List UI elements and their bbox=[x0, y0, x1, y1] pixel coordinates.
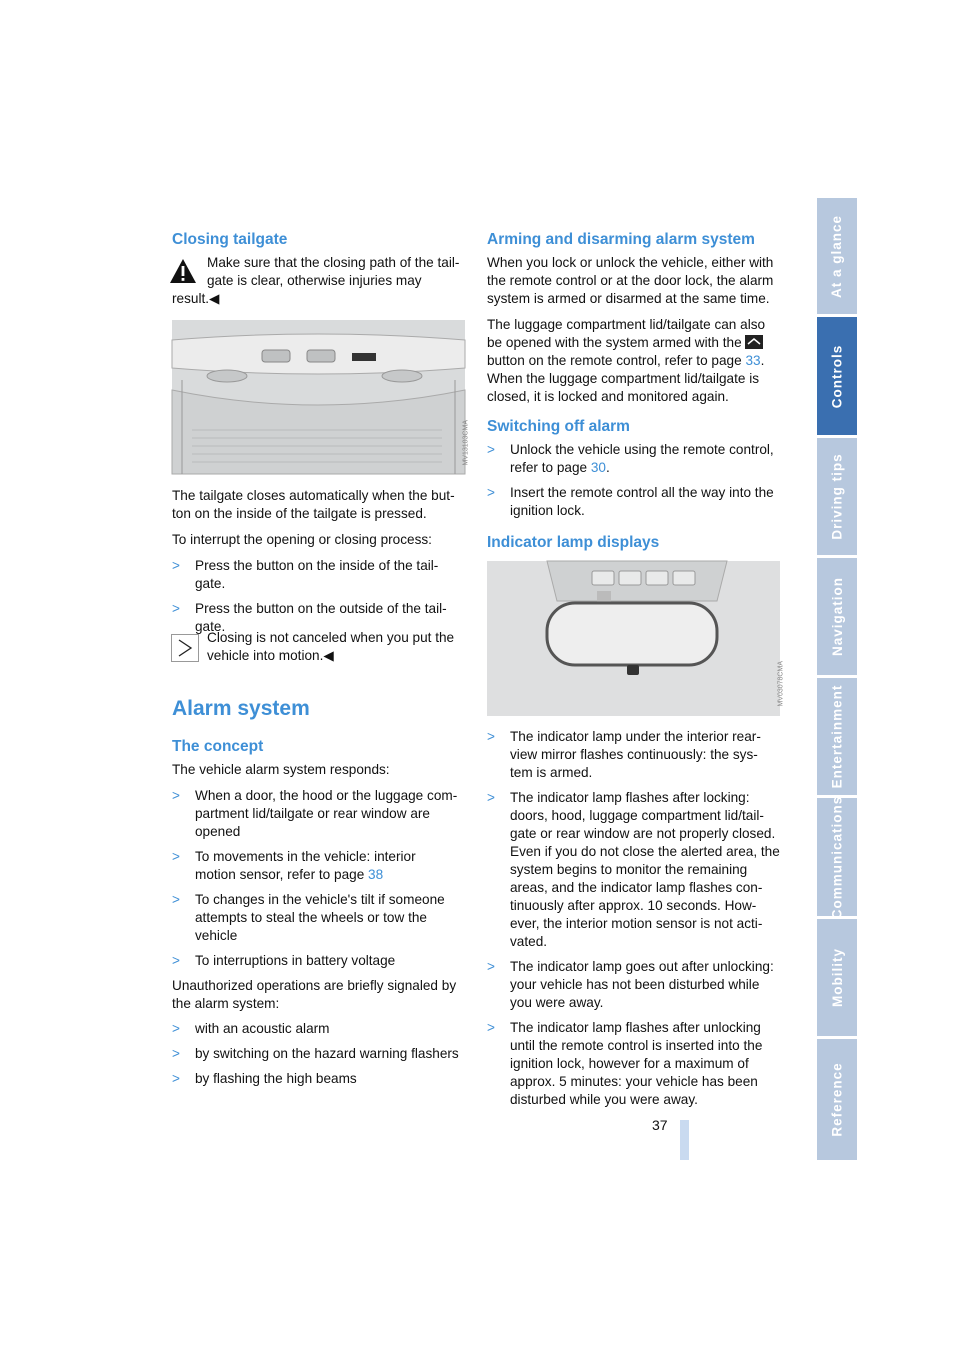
list-item: > The indicator lamp flashes after unlocking until the remote control is inserted into the ignition lock, however for a maximum of approx. 5 minutes: your vehicle has been disturbed while you were away. bbox=[487, 1020, 763, 1107]
note-text: Closing is not canceled when you put the vehicle into motion.◀ bbox=[207, 630, 455, 663]
mirror-figure bbox=[487, 561, 785, 716]
mirror-illustration bbox=[487, 561, 780, 716]
list-item: > To movements in the vehicle: interior motion sensor, refer to page 38 bbox=[172, 849, 416, 882]
page-marker bbox=[680, 1120, 689, 1160]
list-item: > by flashing the high beams bbox=[172, 1071, 357, 1086]
side-tab-entertainment[interactable]: Entertainment bbox=[817, 678, 857, 795]
tailgate-illustration bbox=[172, 320, 465, 474]
list-item: > by switching on the hazard warning flashers bbox=[172, 1046, 459, 1061]
list-item: > Unlock the vehicle using the remote control, refer to page 30. bbox=[487, 442, 774, 475]
concept-heading: The concept bbox=[172, 738, 264, 755]
switching-off-body bbox=[487, 441, 781, 520]
list-item: > Press the button on the outside of the tail- gate. bbox=[172, 601, 447, 634]
side-tab-communications[interactable]: Communications bbox=[817, 798, 857, 916]
page-link-33[interactable]: 33 bbox=[745, 353, 761, 368]
figure-code: MV03078CMA bbox=[778, 661, 785, 707]
page-link-30[interactable]: 30 bbox=[590, 460, 606, 475]
indicator-body bbox=[487, 728, 781, 1109]
warning-text: Make sure that the closing path of the tail- gate is clear, otherwise injuries may result.◀ bbox=[172, 255, 460, 306]
alarm-system-heading: Alarm system bbox=[172, 697, 310, 720]
side-tab-at-a-glance[interactable]: At a glance bbox=[817, 198, 857, 314]
tailgate-figure bbox=[172, 320, 470, 474]
indicator-heading: Indicator lamp displays bbox=[487, 534, 660, 551]
list-item: > The indicator lamp under the interior rear- view mirror flashes continuously: the sys- tem is armed. bbox=[487, 729, 761, 780]
note-icon bbox=[171, 634, 199, 662]
list-item: > with an acoustic alarm bbox=[172, 1021, 330, 1036]
side-tab-reference[interactable]: Reference bbox=[817, 1039, 857, 1160]
list-item: > The indicator lamp goes out after unlocking: your vehicle has not been disturbed while you were away. bbox=[487, 959, 774, 1010]
figure-code: MV13103CMA bbox=[463, 420, 470, 466]
list-item: > The indicator lamp flashes after locking: doors, hood, luggage compartment lid/tail- gate or rear window are not properly closed. Even if you do not close the alerted area, the system begins to monitor the remaining areas, and the indicator lamp flashes con- tinuously after approx. 10 seconds. How- ever, the interior motion sensor is not acti- vated. bbox=[487, 790, 780, 949]
arming-body: When you lock or unlock the vehicle, either with the remote control or at the door lock, the alarm system is armed or disarmed at the same time. The luggage compartment lid/tailgate can also be opened with the system armed with the button on the remote control, refer to page 33. When the luggage compartment lid/tailgate is closed, it is locked and monitored again. bbox=[487, 255, 774, 404]
page-link-38[interactable]: 38 bbox=[368, 867, 384, 882]
list-item: > To changes in the vehicle's tilt if someone attempts to steal the wheels or tow the vehicle bbox=[172, 892, 445, 943]
side-tab-controls[interactable]: Controls bbox=[817, 317, 857, 435]
tailgate-body: The tailgate closes automatically when the but- ton on the inside of the tailgate is pressed. To interrupt the opening or closing process: > Press the button on the inside of the tail- gate. > Press the button on the outside of the tail- gate. bbox=[172, 487, 466, 636]
side-tab-navigation[interactable]: Navigation bbox=[817, 558, 857, 675]
concept-body: The vehicle alarm system responds: > When a door, the hood or the luggage com- partment lid/tailgate or rear window are opened > To movements in the vehicle: interior motion sensor, refer to page 38 > To changes in the vehicle's tilt if someone attempts to steal the wheels or tow the vehicle > To interruptions in battery voltage Unauthorized operations are briefly signaled by the alarm system: > with an acoustic alarm > by switching on the hazard warning flashers > by flashing the high beams bbox=[172, 761, 466, 1088]
side-tab-driving-tips[interactable]: Driving tips bbox=[817, 438, 857, 555]
tailgate-button-icon bbox=[745, 335, 763, 349]
list-item: > To interruptions in battery voltage bbox=[172, 953, 396, 968]
closing-tailgate-heading: Closing tailgate bbox=[172, 231, 288, 248]
list-item: > Press the button on the inside of the tail- gate. bbox=[172, 558, 439, 591]
side-tab-mobility[interactable]: Mobility bbox=[817, 919, 857, 1036]
switching-off-heading: Switching off alarm bbox=[487, 418, 630, 435]
page-number: 37 bbox=[652, 1117, 668, 1133]
list-item: > Insert the remote control all the way into the ignition lock. bbox=[487, 485, 774, 518]
arming-heading: Arming and disarming alarm system bbox=[487, 231, 755, 248]
list-item: > When a door, the hood or the luggage com- partment lid/tailgate or rear window are opened bbox=[172, 788, 458, 839]
